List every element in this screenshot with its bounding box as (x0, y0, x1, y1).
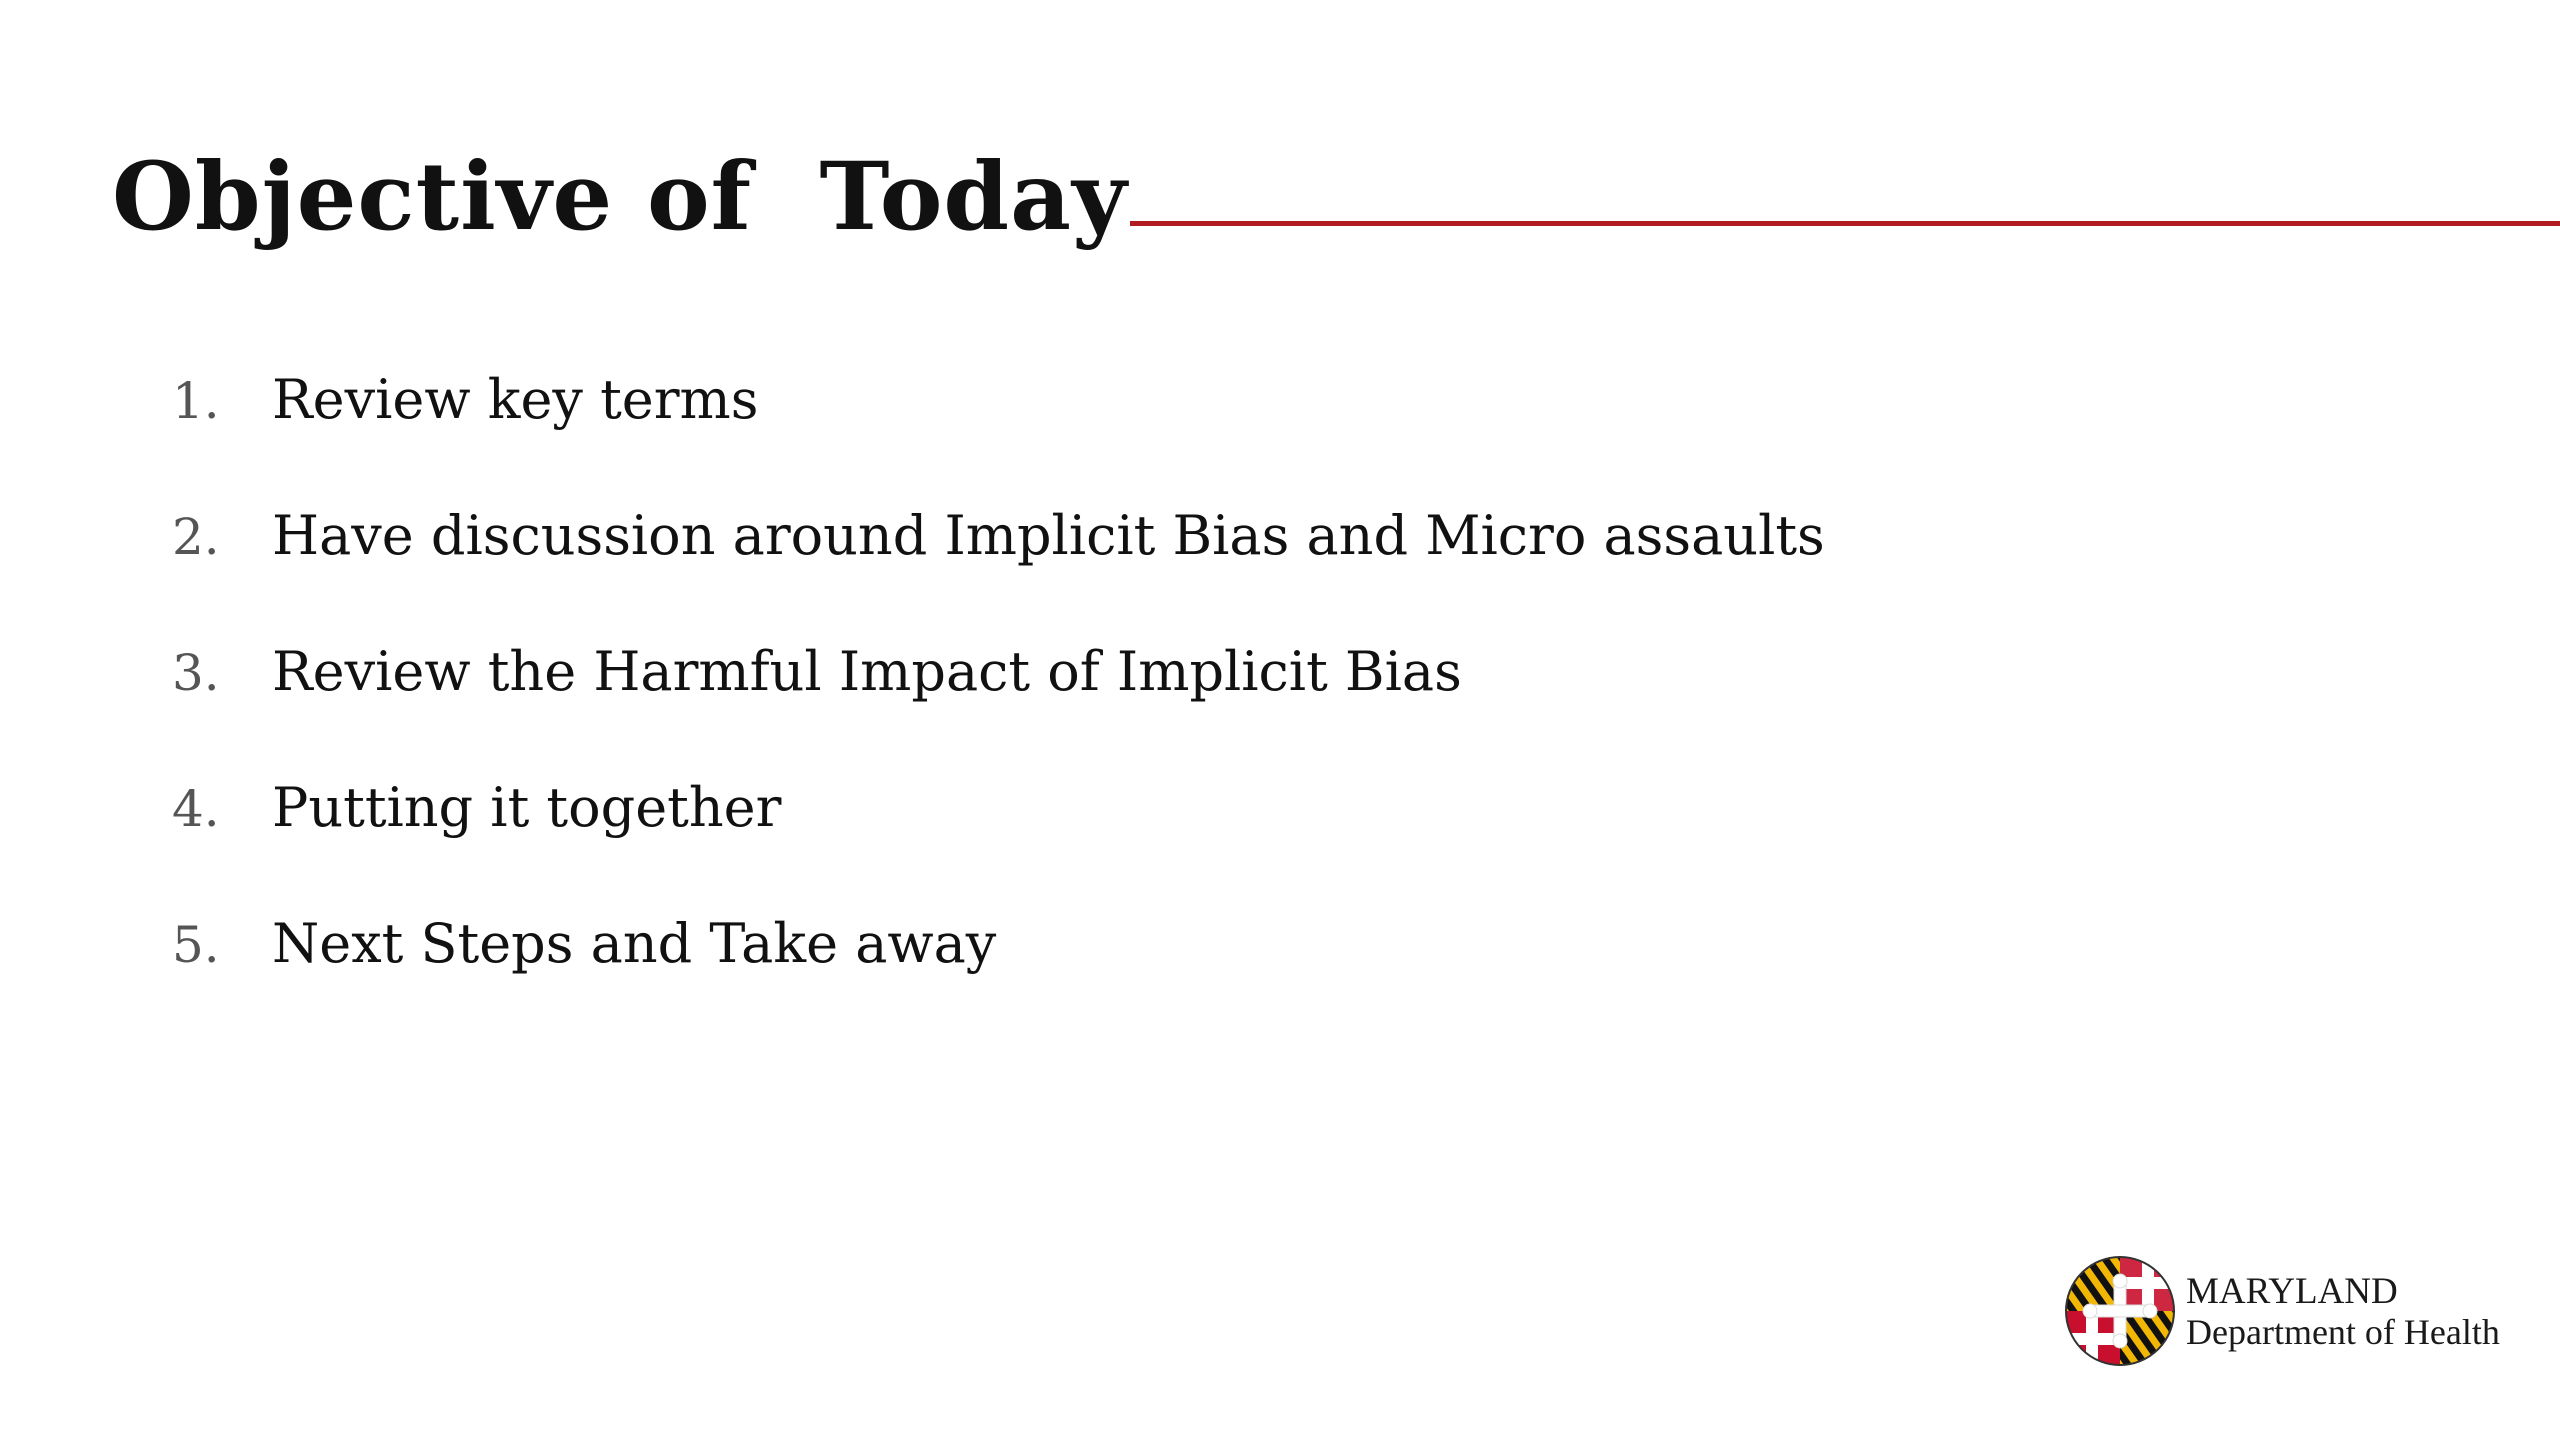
list-item-text: Next Steps and Take away (272, 912, 997, 975)
list-item-text: Putting it together (272, 776, 782, 839)
logo-line-maryland: MARYLAND (2186, 1270, 2398, 1312)
objectives-list (172, 368, 1825, 1048)
list-item-text: Review key terms (272, 368, 759, 431)
list-item (172, 640, 1825, 776)
list-item-number: 5. (172, 916, 220, 974)
logo-wordmark (2186, 1270, 2500, 1352)
maryland-flag-seal-icon (2064, 1255, 2176, 1367)
list-item (172, 912, 1825, 1048)
maryland-health-logo (2064, 1255, 2500, 1367)
list-item-text: Review the Harmful Impact of Implicit Bias (272, 640, 1462, 703)
list-item (172, 776, 1825, 912)
list-item-number: 2. (172, 508, 220, 566)
list-item (172, 504, 1825, 640)
list-item-text: Have discussion around Implicit Bias and Micro assaults (272, 504, 1825, 567)
slide-title: Objective of Today (112, 142, 1128, 252)
list-item-number: 1. (172, 372, 220, 430)
list-item-number: 4. (172, 780, 220, 838)
list-item (172, 368, 1825, 504)
title-divider-line (1130, 221, 2560, 226)
list-item-number: 3. (172, 644, 220, 702)
logo-line-department: Department of Health (2186, 1311, 2500, 1352)
